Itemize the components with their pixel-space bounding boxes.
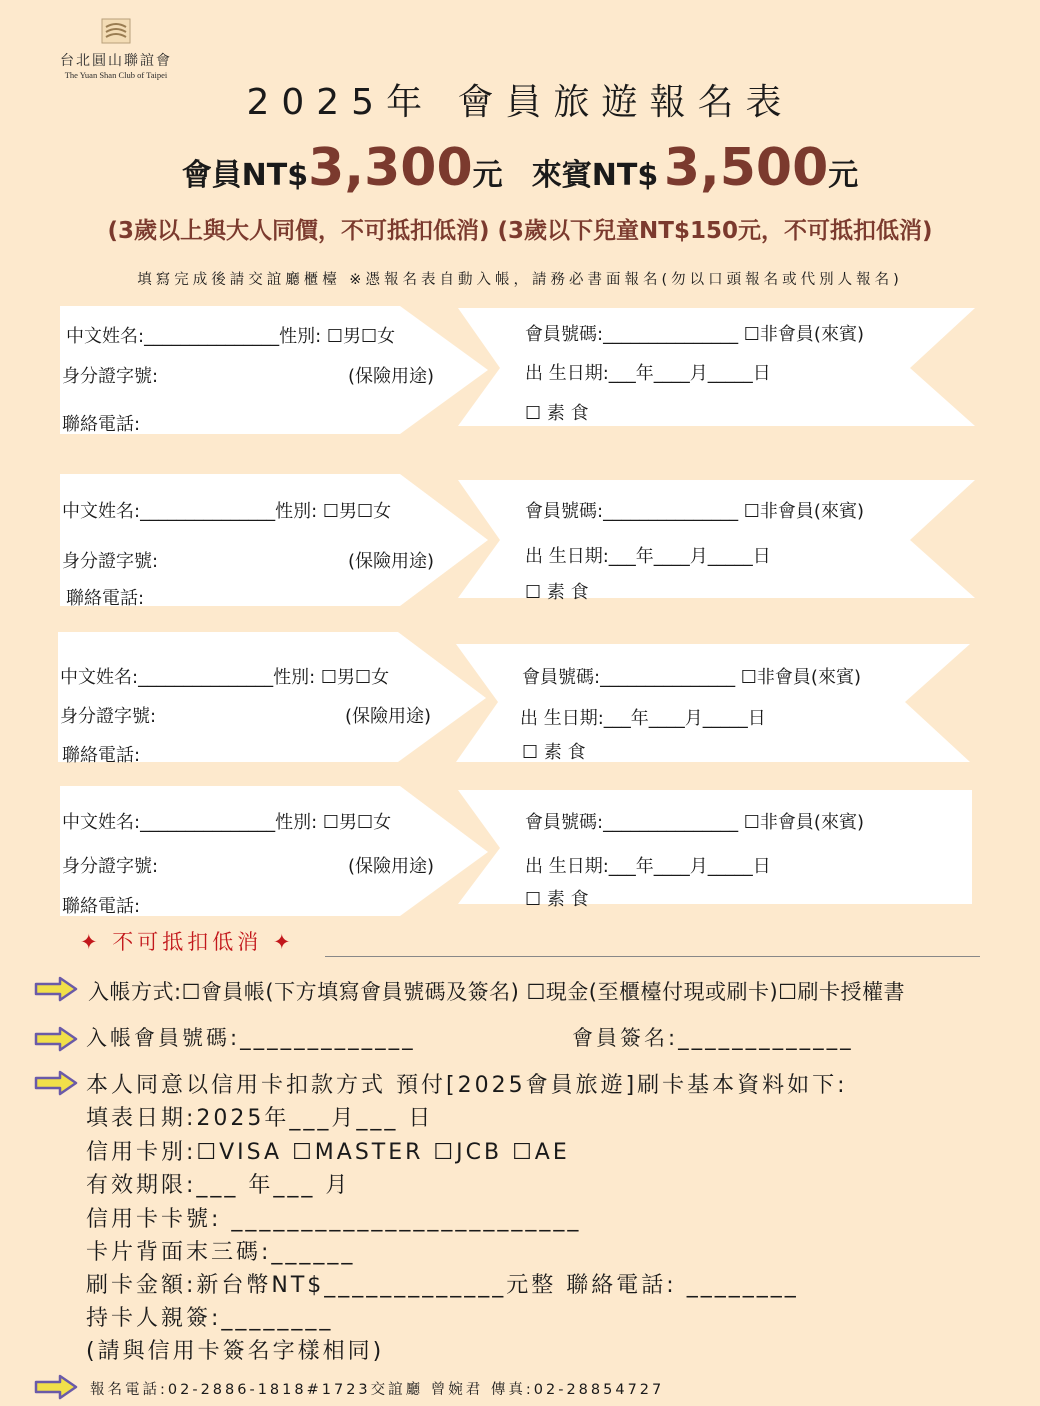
name-gender-field-4[interactable]: 中文姓名:_______________性別: ☐男☐女 [62,812,392,833]
arrow-right-icon [34,1070,78,1096]
birth-field-1[interactable]: 出 生日期:___年____月_____日 [525,363,771,384]
id-field-4[interactable]: 身分證字號: [62,856,159,877]
guest-price-value: 3,500 [663,138,829,198]
member-signature-field[interactable]: 會員簽名:_____________ [572,1026,854,1050]
id-field-1[interactable]: 身分證字號: [62,366,159,387]
phone-field-1[interactable]: 聯絡電話: [62,414,141,435]
fill-date-field[interactable]: 填表日期:2025年___月___ 日 [86,1106,434,1131]
arrow-right-icon [34,1374,78,1400]
name-gender-field-2[interactable]: 中文姓名:_______________性別: ☐男☐女 [62,501,392,522]
veg-checkbox-2[interactable]: ☐ 素 食 [525,582,589,603]
card-expiry-field[interactable]: 有效期限:___ 年___ 月 [86,1173,351,1198]
birth-field-4[interactable]: 出 生日期:___年____月_____日 [525,856,771,877]
logo-name-cn: 台北圓山聯誼會 [60,53,172,69]
footer-contact: 報名電話:02-2886-1818#1723交誼廳 曾婉君 傳真:02-28854727 [90,1382,665,1398]
arrow-right-icon [34,1026,78,1052]
red-star-icon: ✦ [272,930,295,954]
divider-line [325,956,980,957]
insurance-note-3: (保險用途) [345,706,432,727]
cardholder-signature-field[interactable]: 持卡人親簽:________ [86,1306,334,1331]
member-no-field-3[interactable]: 會員號碼:_______________ ☐非會員(來賓) [522,667,861,688]
card-agreement-text: 本人同意以信用卡扣款方式 預付[2025會員旅遊]刷卡基本資料如下: [86,1073,848,1098]
red-star-icon: ✦ [80,930,102,954]
no-deduct-text: 不可抵扣低消 [112,930,263,954]
insurance-note-1: (保險用途) [348,366,435,387]
veg-checkbox-4[interactable]: ☐ 素 食 [525,889,589,910]
guest-price-unit: 元 [828,158,859,193]
name-gender-field-3[interactable]: 中文姓名:_______________性別: ☐男☐女 [60,667,390,688]
account-member-no-field[interactable]: 入帳會員號碼:_____________ [86,1026,416,1050]
member-price-value: 3,300 [308,138,473,198]
veg-checkbox-1[interactable]: ☐ 素 食 [525,403,589,424]
member-price-unit: 元 [472,158,503,193]
guest-price-label: 來賓NT$ [531,158,659,193]
insurance-note-2: (保險用途) [348,551,435,572]
instruction-text: 填寫完成後請交誼廳櫃檯 ※憑報名表自動入帳，請務必書面報名(勿以口頭報名或代別人報名) [137,272,903,288]
member-no-field-4[interactable]: 會員號碼:_______________ ☐非會員(來賓) [525,812,864,833]
insurance-note-4: (保險用途) [348,856,435,877]
arrow-right-icon [34,976,78,1002]
phone-field-4[interactable]: 聯絡電話: [62,896,141,917]
birth-field-2[interactable]: 出 生日期:___年____月_____日 [525,546,771,567]
name-gender-field-1[interactable]: 中文姓名:_______________性別: ☐男☐女 [66,326,396,347]
phone-field-3[interactable]: 聯絡電話: [62,745,141,766]
member-no-field-1[interactable]: 會員號碼:_______________ ☐非會員(來賓) [525,324,864,345]
page-title: 2025年 會員旅遊報名表 [246,82,794,123]
card-number-field[interactable]: 信用卡卡號: _________________________ [86,1207,582,1232]
birth-field-3[interactable]: 出 生日期:___年____月_____日 [520,708,766,729]
card-type-field[interactable]: 信用卡別:☐VISA ☐MASTER ☐JCB ☐AE [86,1140,570,1165]
card-amount-phone-field[interactable]: 刷卡金額:新台幣NT$_____________元整 聯絡電話: ________ [86,1273,799,1298]
price-note: (3歲以上與大人同價，不可抵扣低消) (3歲以下兒童NT$150元，不可抵扣低消) [107,218,933,244]
phone-field-2[interactable]: 聯絡電話: [66,588,145,609]
id-field-3[interactable]: 身分證字號: [60,706,157,727]
logo-name-en: The Yuan Shan Club of Taipei [64,70,168,80]
member-price-label: 會員NT$ [181,158,309,193]
signature-note: (請與信用卡簽名字樣相同) [86,1339,385,1364]
member-no-field-2[interactable]: 會員號碼:_______________ ☐非會員(來賓) [525,501,864,522]
veg-checkbox-3[interactable]: ☐ 素 食 [522,742,586,763]
card-cvv-field[interactable]: 卡片背面末三碼:______ [86,1240,356,1265]
no-deduct-banner [80,926,295,956]
id-field-2[interactable]: 身分證字號: [62,551,159,572]
payment-method-field[interactable]: 入帳方式:☐會員帳(下方填寫會員號碼及簽名) ☐現金(至櫃檯付現或刷卡)☐刷卡授權書 [88,980,905,1004]
